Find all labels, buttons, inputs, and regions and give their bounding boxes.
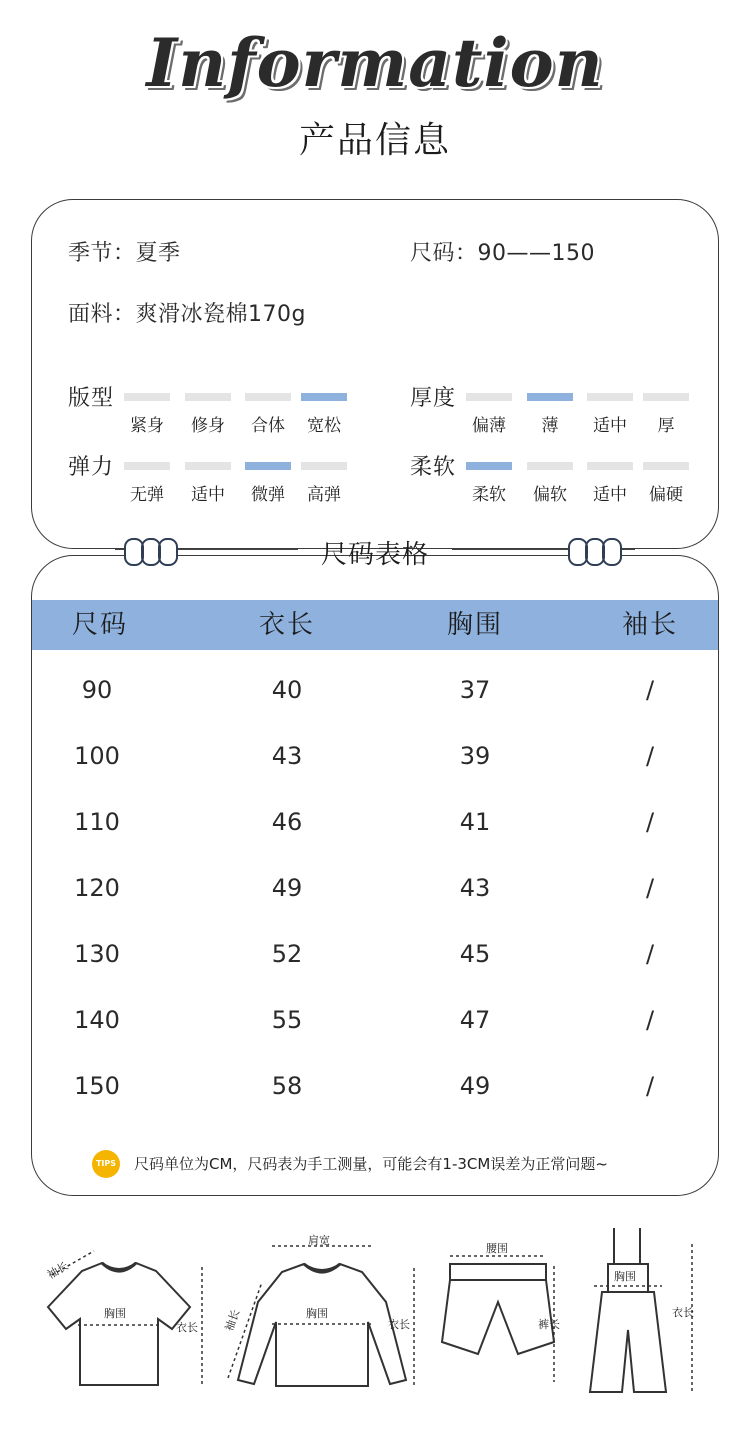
tips-text: 尺码单位为CM，尺码表为手工测量，可能会有1-3CM误差为正常问题~ — [134, 1155, 608, 1173]
product-info-card — [31, 199, 719, 549]
cell-length: 46 — [271, 808, 303, 836]
cell-chest: 39 — [459, 742, 491, 770]
scale-option: 合体 — [251, 416, 285, 436]
scale-title: 厚度 — [410, 386, 457, 411]
scale-softness — [410, 450, 700, 510]
scale-title: 弹力 — [68, 455, 115, 480]
tshirt-diagram — [30, 1245, 205, 1395]
scale-option: 柔软 — [472, 485, 506, 505]
scale-option: 高弹 — [307, 485, 341, 505]
shorts-waist-label: 腰围 — [486, 1242, 508, 1255]
cell-size: 140 — [74, 1006, 120, 1034]
scale-option: 适中 — [593, 485, 627, 505]
page-title: Information — [146, 24, 604, 102]
season-info: 季节：夏季 — [68, 241, 181, 266]
scale-thickness — [410, 381, 700, 441]
column-header-length: 衣长 — [258, 610, 315, 640]
scale-bar — [185, 462, 231, 470]
shorts-diagram — [436, 1232, 576, 1392]
cell-size: 110 — [74, 808, 120, 836]
cell-chest: 37 — [459, 676, 491, 704]
tips-icon: TIPS — [92, 1150, 120, 1178]
tshirt-icon — [30, 1245, 205, 1395]
scale-option: 偏软 — [533, 485, 567, 505]
scale-option: 微弹 — [251, 485, 285, 505]
cell-length: 58 — [271, 1072, 303, 1100]
cell-chest: 47 — [459, 1006, 491, 1034]
scale-title: 版型 — [68, 386, 115, 411]
size-table-header — [32, 600, 718, 650]
sweater-shoulder-label: 肩宽 — [308, 1234, 330, 1247]
column-header-size: 尺码 — [71, 610, 128, 640]
cell-size: 100 — [74, 742, 120, 770]
scale-bar — [466, 393, 512, 401]
scale-option: 宽松 — [307, 416, 341, 436]
column-header-chest: 胸围 — [446, 610, 503, 640]
scale-option: 适中 — [593, 416, 627, 436]
sweater-length-label: 衣长 — [388, 1318, 410, 1331]
scale-bar — [301, 462, 347, 470]
fabric-info: 面料：爽滑冰瓷棉170g — [68, 302, 306, 327]
cell-sleeve: / — [645, 1006, 655, 1034]
column-header-sleeve: 袖长 — [621, 610, 678, 640]
size-chart-title: 尺码表格 — [320, 540, 429, 570]
scale-option: 偏硬 — [649, 485, 683, 505]
scale-bar — [124, 393, 170, 401]
cell-sleeve: / — [645, 742, 655, 770]
scale-option: 紧身 — [130, 416, 164, 436]
scale-bar — [643, 393, 689, 401]
cell-size: 90 — [81, 676, 113, 704]
scale-bar — [185, 393, 231, 401]
overalls-diagram — [584, 1220, 714, 1400]
scale-bar — [587, 462, 633, 470]
scale-bar — [245, 393, 291, 401]
tshirt-length-label: 衣长 — [176, 1321, 198, 1334]
cell-sleeve: / — [645, 1072, 655, 1100]
scale-option: 修身 — [191, 416, 225, 436]
scale-option: 偏薄 — [472, 416, 506, 436]
size-range-info: 尺码：90——150 — [410, 241, 595, 266]
sweater-diagram — [222, 1232, 422, 1397]
cell-chest: 41 — [459, 808, 491, 836]
shorts-icon — [436, 1232, 576, 1392]
scale-bar — [643, 462, 689, 470]
sweater-chest-label: 胸围 — [306, 1307, 328, 1320]
cell-size: 150 — [74, 1072, 120, 1100]
cell-chest: 43 — [459, 874, 491, 902]
scale-bar — [527, 393, 573, 401]
scale-option: 无弹 — [130, 485, 164, 505]
scale-bar — [466, 462, 512, 470]
cell-length: 49 — [271, 874, 303, 902]
cell-length: 52 — [271, 940, 303, 968]
cell-chest: 45 — [459, 940, 491, 968]
sweater-sleeve-label: 袖长 — [222, 1307, 243, 1334]
cell-sleeve: / — [645, 676, 655, 704]
scale-title: 柔软 — [410, 455, 457, 480]
shorts-length-label: 裤长 — [538, 1318, 560, 1331]
overalls-icon — [584, 1220, 714, 1400]
scale-option: 厚 — [657, 416, 675, 436]
cell-size: 130 — [74, 940, 120, 968]
tshirt-sleeve-label: 袖长 — [45, 1259, 71, 1282]
overalls-length-label: 衣长 — [672, 1306, 694, 1319]
size-chart-card — [31, 555, 719, 1196]
cell-size: 120 — [74, 874, 120, 902]
scale-bar — [245, 462, 291, 470]
cell-length: 43 — [271, 742, 303, 770]
page-subtitle: 产品信息 — [298, 120, 451, 161]
cell-sleeve: / — [645, 874, 655, 902]
scale-bar — [587, 393, 633, 401]
scale-option: 适中 — [191, 485, 225, 505]
scale-bar — [124, 462, 170, 470]
scale-fit — [68, 381, 358, 441]
cell-length: 55 — [271, 1006, 303, 1034]
cell-length: 40 — [271, 676, 303, 704]
scale-elasticity — [68, 450, 358, 510]
cell-sleeve: / — [645, 940, 655, 968]
tshirt-chest-label: 胸围 — [104, 1307, 126, 1320]
scale-bar — [301, 393, 347, 401]
scale-option: 薄 — [541, 416, 559, 436]
cell-sleeve: / — [645, 808, 655, 836]
scale-bar — [527, 462, 573, 470]
overalls-chest-label: 胸围 — [614, 1270, 636, 1283]
cell-chest: 49 — [459, 1072, 491, 1100]
sweater-icon — [222, 1232, 422, 1397]
